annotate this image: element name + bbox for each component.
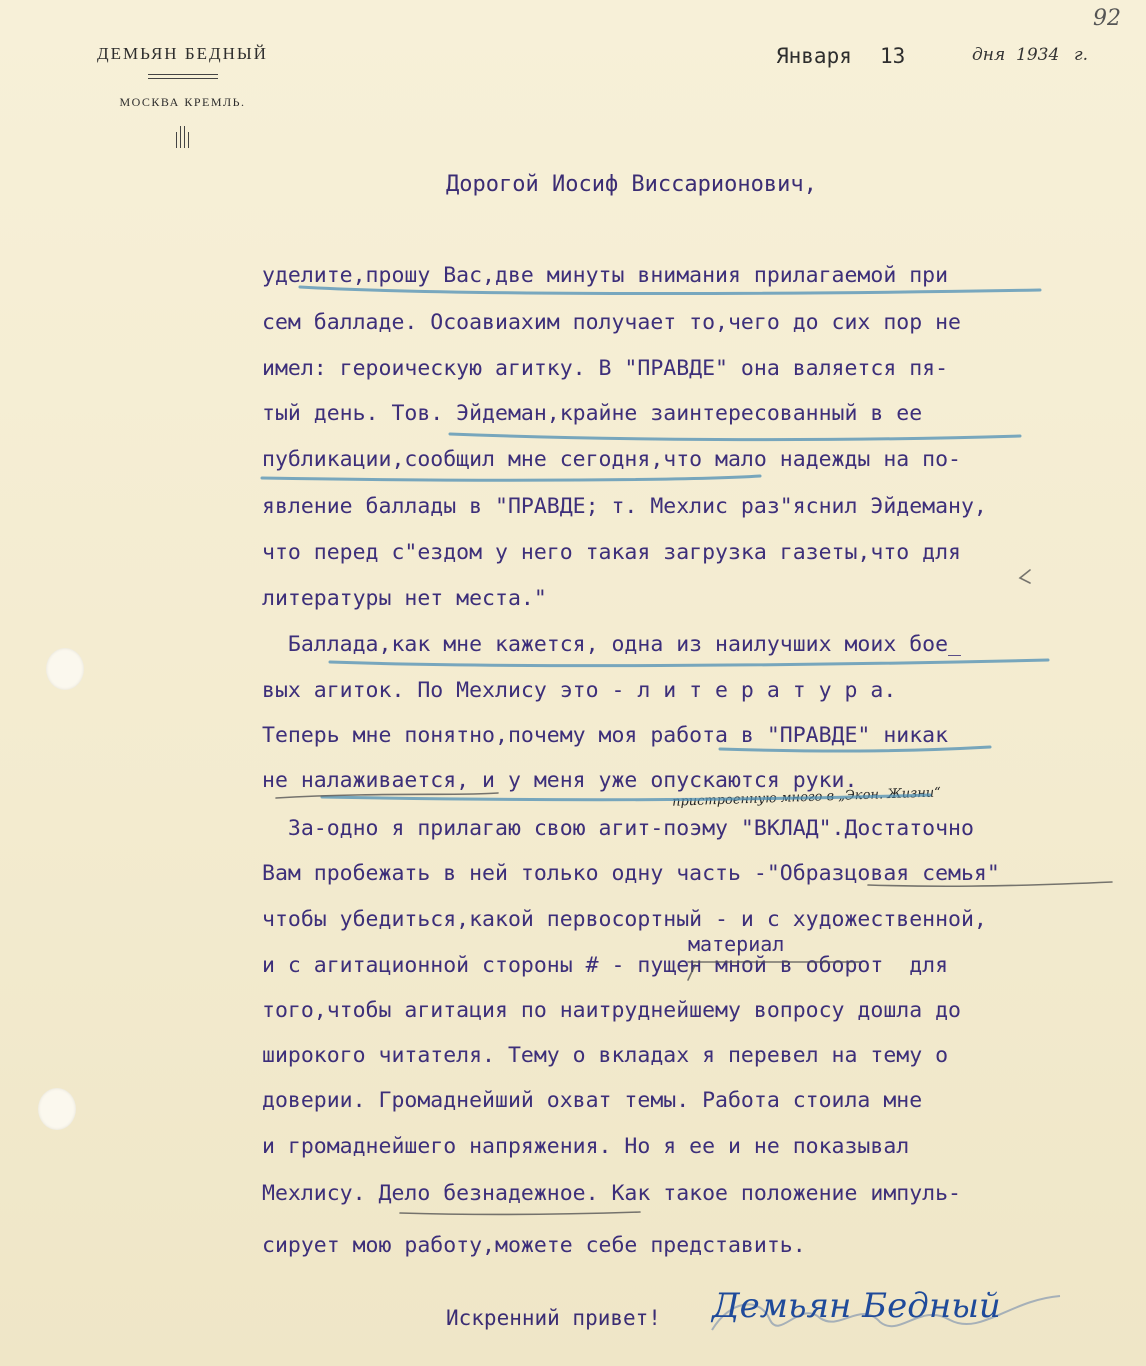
body-line: публикации,сообщил мне сегодня,что мало надежды на по- [262,447,961,472]
body-line: того,чтобы агитация по наитруднейшему вопросу дошла до [262,998,961,1023]
date-day: 13 [880,44,906,68]
body-line: Баллада,как мне кажется, одна из наилучших моих бое_ [262,632,961,657]
body-line: сирует мою работу,можете себе представить. [262,1233,806,1258]
body-line: Мехлису. Дело безнадежное. Как такое положение импуль- [262,1181,961,1206]
letterhead-rule [148,78,218,79]
letterhead-rule [148,74,218,75]
handwritten-insert: пристроенную много в „Экон. Жизни“ [671,785,942,810]
body-line: и громаднейшего напряжения. Но я ее и не показывал [262,1134,910,1159]
body-line: чтобы убедиться,какой первосортный - и с художественной, [262,907,987,932]
date-dnya: дня [972,45,1006,65]
typed-insert: материал [688,932,785,956]
body-line: тый день. Тов. Эйдеман,крайне заинтересованный в ее [262,401,923,426]
body-line: вых агиток. По Мехлису это - л и т е р а т у р а. [262,678,897,703]
body-line: уделите,прошу Вас,две минуты внимания прилагаемой при [262,263,949,288]
punch-hole [38,1088,76,1130]
salutation: Дорогой Иосиф Виссарионович, [446,172,817,197]
punch-hole [46,648,84,690]
body-line: Теперь мне понятно,почему моя работа в "ПРАВДЕ" никак [262,723,949,748]
signature: Демьян Бедный [712,1286,1001,1326]
body-line: сем балладе. Осоавиахим получает то,чего до сих пор не [262,310,961,335]
body-line: доверии. Громаднейший охват темы. Работа стоила мне [262,1088,923,1113]
date-year: 1934 [1016,45,1060,65]
date-month: Января [776,44,852,68]
body-line: литературы нет места." [262,586,547,611]
letterhead-name: ДЕМЬЯН БЕДНЫЙ [97,44,268,63]
date-g: г. [1074,45,1088,65]
letterhead-mark [60,126,305,148]
letterhead [60,44,305,148]
signoff: Искренний привет! [446,1306,661,1330]
body-line: имел: героическую агитку. В "ПРАВДЕ" она валяется пя- [262,356,949,381]
body-line: и с агитационной стороны # - пущен мной в оборот для [262,953,949,978]
body-line: Вам пробежать в ней только одну часть -"Образцовая семья" [262,861,1000,886]
body-line: За-одно я прилагаю свою агит-поэму "ВКЛАД".Достаточно [262,816,974,841]
body-line: не налаживается, и у меня уже опускаются руки. [262,768,858,793]
body-line: явление баллады в "ПРАВДЕ; т. Мехлис раз"яснил Эйдеману, [262,494,987,519]
letterhead-city: МОСКВА КРЕМЛЬ. [119,95,246,109]
body-line: широкого читателя. Тему о вкладах я перевел на тему о [262,1043,949,1068]
folio-number: 92 [1093,6,1121,31]
body-line: что перед с"ездом у него такая загрузка газеты,что для [262,540,961,565]
